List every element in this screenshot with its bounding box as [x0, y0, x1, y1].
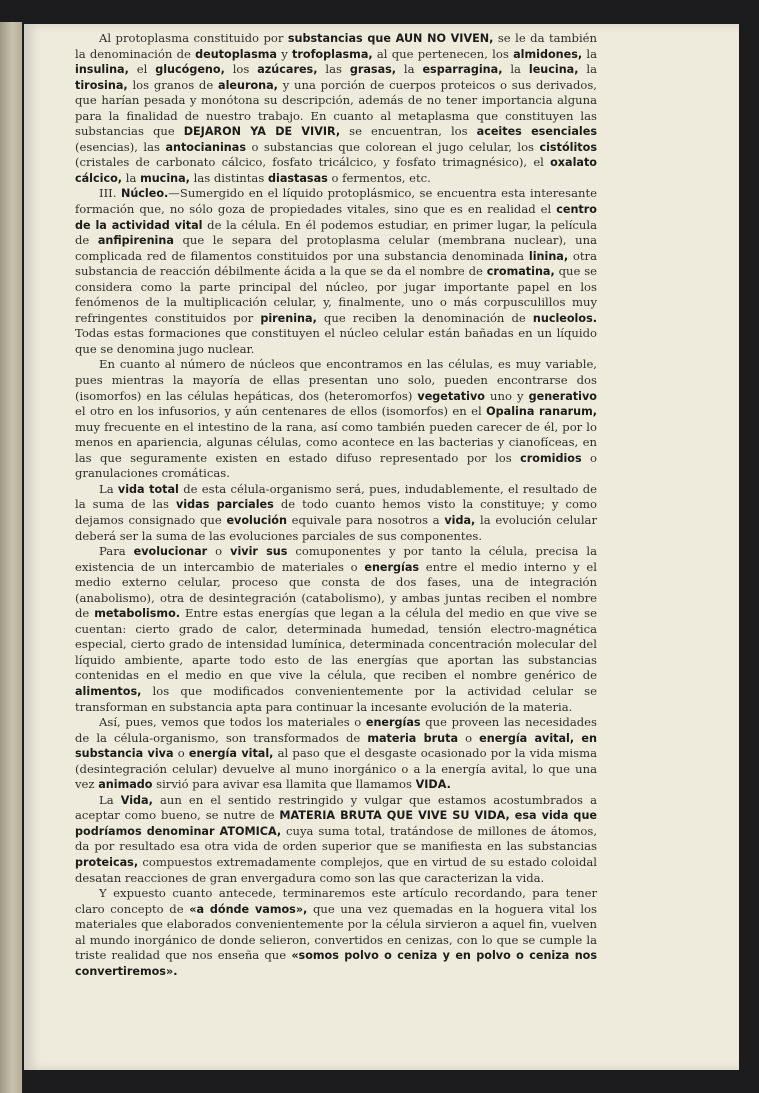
bold-term: anfipirenina — [97, 234, 174, 248]
text-run: o — [173, 746, 189, 761]
paragraph-evolucionar — [75, 544, 597, 715]
bold-term: Núcleo. — [120, 187, 169, 201]
text-run: comuponentes y por tanto la célula, precisa la existencia de un intercambio de materiales o — [75, 544, 597, 574]
text-run: la — [396, 62, 423, 77]
text-run: las — [317, 62, 350, 77]
text-run: o — [207, 544, 231, 559]
bold-term: energía avital, en substancia viva — [75, 731, 597, 761]
text-run: sirvió para avivar esa llamita que llamamos — [152, 777, 416, 792]
facing-page-edge — [0, 22, 22, 1093]
text-run: la — [502, 62, 529, 77]
bold-term: oxalato cálcico, — [75, 156, 597, 185]
bold-term: aleurona, — [218, 78, 278, 92]
text-run: Entre estas energías que legan a la célula del medio en que vive se cuentan: cierto grado de calor, determinada humedad, tensión electro-magnética especial, cierto grado de intensidad lumínica, determinada concentración molecular del líquido ambiente, aparte todo esto de las energías que aportan las substancias contenidas en el medio en que vive la célula, que reciben el nombre genérico de — [75, 606, 597, 683]
text-run: la — [582, 46, 597, 61]
text-run: que le separa del protoplasma celular (membrana nuclear), una complicada red de filamentos constituidos por una substancia denominada — [75, 233, 597, 263]
text-run: de todo cuanto hemos visto la constituye; y como dejamos consignado que — [75, 497, 597, 527]
text-run: Así, pues, vemos que todos los materiales o — [99, 715, 366, 730]
bold-term: insulina, — [75, 63, 129, 77]
bold-term: mucina, — [140, 171, 190, 185]
text-run: o — [458, 730, 480, 745]
bold-term: cromidios — [520, 451, 582, 465]
text-run: equivale para nosotros a — [286, 512, 445, 527]
bold-term: MATERIA BRUTA QUE VIVE SU VIDA, esa vida que podríamos denominar ATOMICA, — [75, 809, 597, 838]
bold-term: materia bruta — [367, 731, 459, 745]
bold-term: esparragina, — [422, 63, 503, 77]
bold-term: glucógeno, — [155, 63, 225, 77]
text-run: Todas estas formaciones que constituyen el núcleo celular están bañadas en un líquido que se denomina jugo nuclear. — [75, 326, 597, 356]
bold-term: cistólitos — [539, 140, 597, 154]
article-body — [75, 31, 597, 979]
bold-term: Opalina ranarum, — [486, 405, 598, 419]
bold-term: substancias que AUN NO VIVEN, — [287, 32, 494, 45]
paragraph-nucleo — [75, 186, 597, 357]
text-run: los que modificados convenientemente por la actividad celular se transforman en substancia apta para continuar la incesante evolución de la materia. — [75, 683, 597, 714]
text-run: o substancias que colorean el jugo celular, los — [245, 139, 540, 154]
paragraph-vida-atomica — [75, 793, 597, 886]
text-run: o granulaciones cromáticas. — [75, 450, 597, 481]
bold-term: Vida, — [120, 793, 153, 807]
text-run: uno y — [484, 388, 529, 403]
text-run: La — [99, 481, 118, 496]
bold-term: trofoplasma, — [292, 47, 373, 61]
bold-term: vida total — [117, 482, 179, 496]
bold-term: tirosina, — [75, 78, 128, 92]
bold-term: aceites esenciales — [476, 125, 597, 139]
text-run: de esta célula-organismo será, pues, indudablemente, el resultado de la suma de las — [75, 481, 597, 512]
text-run: (esencias), las — [75, 139, 166, 154]
text-run: compuestos extremadamente complejos, que en virtud de su estado coloidal desatan reacciones de gran envergadura como son las que caracterizan la vida. — [75, 854, 597, 885]
text-run: muy frecuente en el intestino de la rana, así como también pueden carecer de él, por lo menos en apariencia, algunas células, como acontece en las bacterias y cianofíceas, en las que seguramente existen en estado difuso representado por los — [75, 419, 597, 465]
text-run: y una porción de cuerpos proteicos o sus derivados, que harían pesada y monótona su descripción, además de no tener importancia alguna para la finalidad de nuestro trabajo. En cuanto al metaplasma que constituyen las substancias que — [75, 77, 597, 139]
bold-term: vivir sus — [230, 545, 288, 559]
bold-term: diastasas — [267, 171, 328, 185]
text-run: el — [128, 62, 156, 77]
bold-term: evolucionar — [133, 545, 208, 559]
paragraph-protoplasma — [75, 31, 597, 186]
paragraph-energias — [75, 715, 597, 793]
bold-term: energías — [364, 560, 420, 574]
text-run: entre el medio interno y el medio externo celular, proceso que consta de dos fases, una de integración (anabolismo), otra de desintegración (catabolismo), y ambas juntas reciben el nombre de — [75, 559, 597, 621]
text-run: los granos de — [127, 77, 219, 92]
text-run: aun en el sentido restringido y vulgar que estamos acostumbrados a aceptar como bueno, se nutre de — [75, 792, 598, 823]
text-run: En cuanto al número de núcleos que encontramos en las células, es muy variable, pues mientras la mayoría de ellas presentan uno solo, pueden encontrarse dos (isomorfos) en las células hepáticas, dos (heteromorfos) — [75, 357, 597, 403]
bold-term: pirenina, — [260, 311, 317, 325]
paragraph-numero-nucleos — [75, 357, 597, 481]
bold-term: proteicas, — [75, 855, 139, 869]
bold-term: alimentos, — [75, 684, 142, 698]
text-run: o fermentos, etc. — [327, 170, 431, 185]
text-run: la — [122, 170, 141, 185]
text-run: (cristales de carbonato cálcico, fosfato tricálcico, y fosfato trimagnésico), el — [75, 155, 551, 170]
text-run: Y expuesto cuanto antecede, terminaremos este artículo recordando, para tener claro concepto de — [75, 886, 597, 916]
text-run: se encuentran, los — [340, 124, 477, 139]
text-run: III. — [99, 186, 121, 201]
bold-term: generativo — [528, 389, 597, 403]
bold-term: metabolismo. — [94, 607, 181, 621]
text-run: otra substancia de reacción débilmente ácida a la que se da el nombre de — [75, 248, 597, 279]
bold-term: vidas parciales — [176, 498, 274, 512]
paragraph-conclusion — [75, 886, 597, 979]
text-run: las distintas — [189, 170, 268, 185]
bold-term: centro de la actividad vital — [75, 203, 597, 232]
bold-term: VIDA. — [415, 778, 451, 792]
bold-term: almidones, — [513, 47, 583, 61]
bold-term: grasas, — [349, 63, 397, 77]
text-run: Al protoplasma constituido por — [99, 31, 288, 45]
bold-term: evolución — [226, 513, 287, 527]
text-run: al que pertenecen, los — [372, 46, 514, 61]
paragraph-vida-total — [75, 482, 597, 544]
bold-term: leucina, — [528, 63, 579, 77]
text-run: que reciben la denominación de — [316, 310, 533, 325]
bold-term: deutoplasma — [195, 47, 277, 61]
bold-term: «somos polvo o ceniza y en polvo o ceniza nos convertiremos». — [75, 949, 597, 978]
text-run: de la célula. En él podemos estudiar, en primer lugar, la película de — [75, 217, 597, 248]
bold-term: DEJARON YA DE VIVIR, — [183, 125, 341, 139]
bold-term: nucleolos. — [532, 311, 597, 325]
text-run: —Sumergido en el líquido protoplásmico, se encuentra esta interesante formación que, no sólo goza de propiedades vitales, sino que es en realidad el — [75, 186, 597, 217]
bold-term: vida, — [444, 513, 476, 527]
text-run: cuya suma total, tratándose de millones de átomos, da por resultado esa otra vida de orden superior que se manifiesta en las substancias — [75, 823, 598, 854]
text-run: La — [99, 792, 121, 807]
text-run: la — [578, 62, 597, 77]
bold-term: cromatina, — [486, 265, 555, 279]
book-page — [24, 24, 739, 1070]
text-run: al paso que el desgaste ocasionado por la vida misma (desintegración celular) devuelve al muno inorgánico o a la energía avital, lo que una vez — [75, 746, 597, 792]
text-run: se le da también la denominación de — [75, 31, 597, 61]
text-run: la evolución celular deberá ser la suma de las evoluciones parciales de sus componentes. — [75, 512, 597, 543]
text-run: Para — [99, 544, 134, 559]
text-run: el otro en los infusorios, y aún centenares de ellos (isomorfos) en el — [75, 404, 487, 419]
bold-term: animado — [98, 778, 153, 792]
text-run: los — [224, 62, 258, 77]
bold-term: energías — [365, 716, 421, 730]
bold-term: energía vital, — [188, 747, 274, 761]
text-run: que una vez quemadas en la hoguera vital los materiales que elaborados convenientemente por la célula sirvieron a aquel fin, vuelven al mundo inorgánico de donde selieron, convertidos en cenizas, con lo que se cumple la triste realidad que nos enseña que — [75, 901, 597, 963]
text-run: que se considera como la parte principal del núcleo, por jugar importante papel en los fenómenos de la multiplicación celular, y, finalmente, uno o más corpusculillos muy refringentes constituidos por — [75, 264, 598, 325]
text-run: que proveen las necesidades de la célula-organismo, son transformados de — [75, 715, 597, 745]
bold-term: «a dónde vamos», — [189, 902, 308, 916]
bold-term: antocianinas — [165, 140, 246, 154]
text-run: y — [276, 46, 293, 61]
bold-term: vegetativo — [417, 389, 485, 403]
bold-term: linina, — [528, 249, 569, 263]
bold-term: azúcares, — [257, 63, 318, 77]
